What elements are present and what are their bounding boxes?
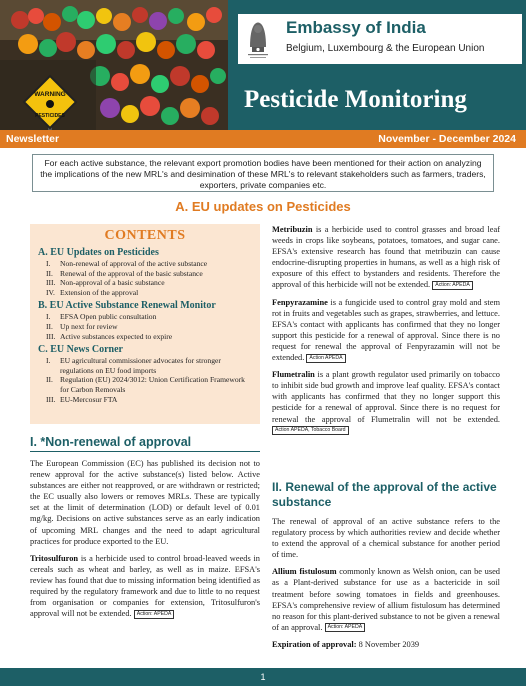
contents-item-number: III. — [46, 278, 56, 288]
contents-list — [38, 356, 252, 404]
contents-section-heading: C. EU News Corner — [38, 344, 123, 356]
fenpyrazamine-paragraph — [272, 297, 500, 364]
tritosulfuron-text: is a herbicide used to control broad-leaved weeds in cereals such as wheat and barley, as well as in maize. EFSA's review has found that due to missing information being identified as required by the regulatory framework and due to little to no request from organisation or companies for extension, Tritosulfuron's approval will not be extended. — [30, 553, 260, 619]
newsletter-bar — [0, 130, 526, 148]
header-photo — [0, 0, 228, 130]
contents-item-number: II. — [46, 268, 53, 278]
left-column-body — [30, 458, 260, 625]
contents-item-text: Extension of the approval — [60, 287, 139, 297]
newsletter-label: Newsletter — [6, 133, 60, 145]
contents-item — [38, 312, 252, 322]
contents-item-number: III. — [46, 394, 56, 404]
contents-item-text: Renewal of the approval of the basic substance — [60, 268, 203, 278]
skull-icon — [46, 100, 54, 108]
section-a-title: A. EU updates on Pesticides — [175, 199, 351, 214]
contents-item — [38, 269, 252, 279]
flumetralin-name: Flumetralin — [272, 370, 315, 380]
metribuzin-text: is a herbicide used to control grasses and broad leaf weeds in crops like soybeans, potatoes, tomatoes, and sugar cane. EFSA's extensive research has found that metribuzin can cause endocrine-disrupting properties in humans, as well as a high risk of exposure of this effect to bystanders and residents. Therefore the approval of this herbicide will not be extended. — [272, 225, 500, 290]
contents-item-text: Non-approval of a basic substance — [60, 278, 165, 288]
embassy-name: Embassy of India — [286, 18, 426, 37]
contents-item-text: Active substances expected to expire — [60, 331, 173, 341]
title-band — [228, 0, 526, 130]
contents-item-text: EU-Mercosur FTA — [60, 394, 118, 404]
flumetralin-text: is a plant growth regulator used primarily on tobacco to inhibit side bud growth and improve leaf quality. EFSA's contact with applicants has confirmed that they no longer support this pesticide for a renewal of approval. Since there is no request for renewal the approval of Flumetralin will not be extended. — [272, 370, 500, 424]
contents-item-number: IV. — [46, 287, 55, 297]
contents-item — [38, 322, 252, 332]
contents-item — [38, 395, 252, 405]
tritosulfuron-paragraph — [30, 553, 260, 620]
contents-sections — [38, 247, 252, 404]
heading-renewal: II. Renewal of the approval of the active substance — [272, 480, 497, 509]
contents-item — [38, 259, 252, 269]
contents-item-number: I. — [46, 312, 51, 322]
newsletter-title: Pesticide Monitoring — [244, 86, 467, 113]
expiration-line — [272, 639, 500, 650]
expiration-date: 8 November 2039 — [356, 639, 420, 649]
fenpyrazamine-name: Fenpyrazamine — [272, 297, 328, 307]
contents-item-text: EU agricultural commissioner advocates for stronger regulations on EU food imports — [60, 356, 221, 375]
contents-item-number: III. — [46, 331, 56, 341]
action-tag: Action APEDA — [306, 354, 345, 363]
contents-item-text: Non-renewal of approval of the active substance — [60, 259, 208, 268]
contents-item — [38, 278, 252, 288]
page-number: 1 — [260, 672, 266, 682]
contents-list — [38, 259, 252, 297]
non-renewal-intro: The European Commission (EC) has published its decision not to renew approval for the active substance(s) listed below. Active substances are either not reapproved, or are withdrawn or restricted; the EC usually also lowers or removes MRLs. These are typically set at the limit of determination (LOD) or default level of 0.01 mg/kg. Decisions on active substances serve as an early indication of upcoming MRL changes and the need to adapt agricultural practices for produce exported to the EU. — [30, 459, 260, 546]
allium-paragraph — [272, 566, 500, 633]
issue-date: November - December 2024 — [378, 133, 516, 145]
renewal-body — [272, 516, 500, 656]
action-tag: Action: APEDA — [134, 610, 175, 619]
contents-item-text: Regulation (EU) 2024/3012: Union Certification Framework for Carbon Removals — [60, 375, 245, 394]
contents-list — [38, 312, 252, 341]
warning-pesticides-sign — [22, 74, 78, 130]
contents-section-heading: B. EU Active Substance Renewal Monitor — [38, 300, 216, 312]
warning-sign-text: WARNING — [34, 91, 66, 98]
contents-item-number: II. — [46, 375, 53, 385]
metribuzin-paragraph — [272, 224, 500, 291]
warning-sign-subtext: PESTICIDES — [35, 113, 65, 119]
contents-item-number: I. — [46, 356, 51, 366]
renewal-intro: The renewal of approval of an active substance refers to the regulatory process by which authorities review and decide whether to extend the approval of a chemical substance for another period of time. — [272, 517, 500, 560]
footer-bar — [0, 668, 526, 686]
allium-name: Allium fistulosum — [272, 567, 337, 577]
contents-title: CONTENTS — [104, 228, 186, 243]
contents-item-text: Up next for review — [60, 321, 118, 331]
intro-box: For each active substance, the relevant export promotion bodies have been mentioned for their action on analyzing the implications of the new MRL's and desimination of these MRL's to relevant stakeholders such as farmers, traders, exporters, private companies etc. — [32, 154, 494, 192]
contents-item — [38, 375, 252, 394]
action-tag: Action APEDA, Tobacco Board — [272, 426, 349, 435]
action-tag: Action: APEDA — [325, 623, 366, 632]
metribuzin-name: Metribuzin — [272, 225, 313, 234]
contents-item-number: II. — [46, 321, 53, 331]
flumetralin-paragraph — [272, 369, 500, 436]
embassy-box — [238, 14, 522, 64]
fenpyrazamine-text: is a fungicide used to control gray mold and stem rot in fruits and vegetables such as grapes, strawberries, and lettuce. EFSA's contact with applicants has confirmed that they no longer support this pesticide for a renewal of approval. Since there is no request for renewal the approval of Fenpyrazamin will not be extended. — [272, 297, 500, 363]
contents-box — [30, 224, 260, 424]
heading-non-renewal: I. *Non-renewal of approval — [30, 435, 260, 452]
contents-section-heading: A. EU Updates on Pesticides — [38, 247, 159, 258]
expiration-label: Expiration of approval: — [272, 639, 357, 649]
embassy-jurisdiction: Belgium, Luxembourg & the European Union — [286, 43, 485, 54]
action-tag: Action: APEDA — [432, 281, 473, 290]
right-column-body — [272, 224, 500, 442]
contents-item — [38, 332, 252, 342]
national-emblem-icon — [244, 17, 272, 61]
contents-item — [38, 288, 252, 298]
allium-text: commonly known as Welsh onion, can be used as a Plant-derived substance for use as a bactericide in soil treatment before sowing tomatoes in fields and greenhouses. EFSA's comprehensive review of allium fistulosum has determined no reason for this plant-derived substance to not be given a renewal of an approval. — [272, 567, 500, 632]
contents-item-text: EFSA Open public consultation — [60, 312, 157, 322]
contents-item-number: I. — [46, 259, 51, 268]
contents-item — [38, 356, 252, 375]
tritosulfuron-name: Tritosulfuron — [30, 553, 79, 563]
